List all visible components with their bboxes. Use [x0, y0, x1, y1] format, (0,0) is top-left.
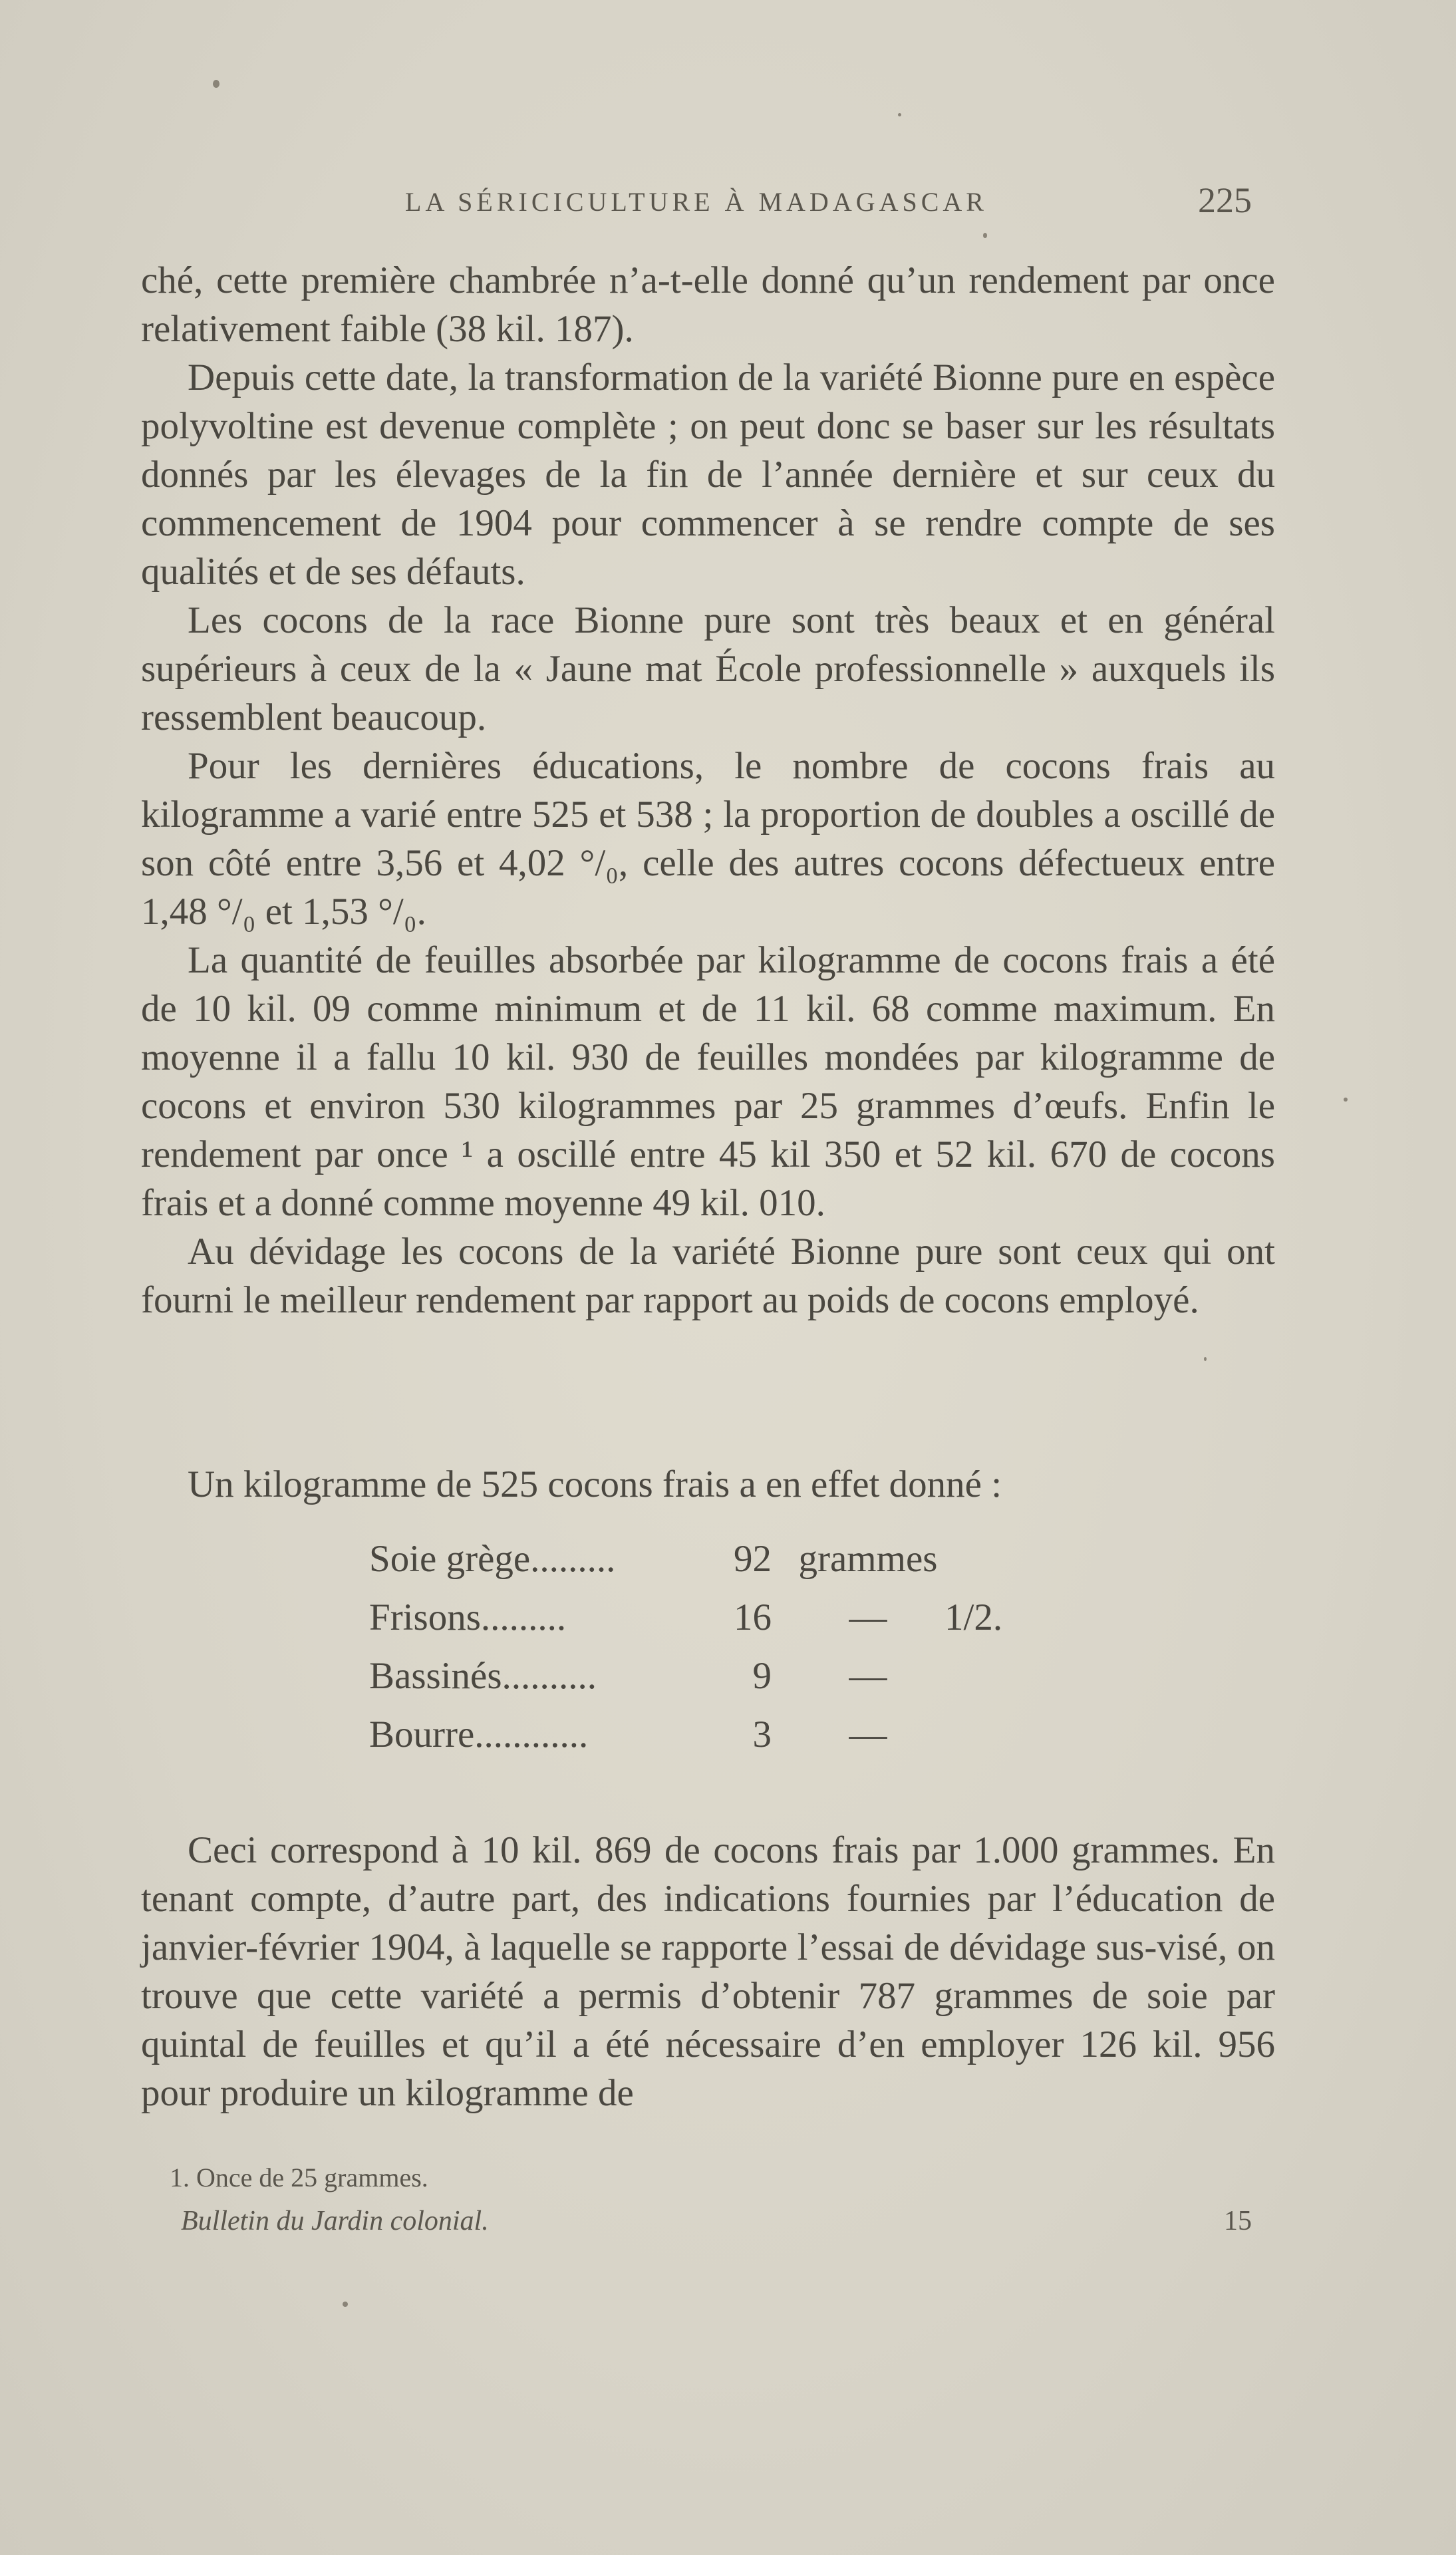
- page-number: 225: [1198, 180, 1252, 220]
- paragraph: Ceci correspond à 10 kil. 869 de cocons frais par 1.000 grammes. En tenant compte, d’autre part, des indications fournies par l’éducation de janvier-février 1904, à laquelle se rapporte l’essai de dévidage sus-visé, on trouve que cette variété a permis d’obtenir 787 grammes de soie par quintal de feuilles et qu’il a été nécessaire d’en employer 126 kil. 956 pour produire un kilogramme de: [141, 1829, 1275, 2114]
- page-header: [141, 180, 1252, 220]
- row-unit: —: [849, 1655, 887, 1697]
- row-label: Frisons.........: [369, 1596, 567, 1638]
- row-label: Soie grège.........: [369, 1538, 616, 1580]
- paragraph: Les cocons de la race Bionne pure sont très beaux et en général supérieurs à ceux de la « Jaune mat École professionnelle » auxquels ils ressemblent beaucoup.: [141, 599, 1275, 738]
- table-row: [369, 1706, 1024, 1764]
- row-extra: [945, 1706, 1024, 1764]
- footnote: 1. Once de 25 grammes.: [170, 2163, 428, 2192]
- table-lead-in: Un kilogramme de 525 cocons frais a en effet donné :: [188, 1463, 1002, 1505]
- running-title: LA SÉRICICULTURE À MADAGASCAR: [405, 187, 988, 217]
- signature-mark: 15: [1224, 2206, 1252, 2236]
- row-amount: 3: [752, 1714, 772, 1755]
- table-row: [369, 1530, 1024, 1588]
- row-extra: 1/2.: [945, 1596, 1003, 1638]
- journal-title: Bulletin du Jardin colonial.: [181, 2206, 489, 2236]
- row-extra: [945, 1530, 1024, 1588]
- ink-speck: [983, 233, 987, 238]
- ink-speck: [343, 2302, 348, 2307]
- yield-table: [369, 1530, 1024, 1764]
- row-amount: 9: [752, 1655, 772, 1697]
- ink-speck: [213, 80, 219, 88]
- ink-speck: [898, 113, 901, 116]
- paragraph: La quantité de feuilles absorbée par kilogramme de cocons frais a été de 10 kil. 09 comme minimum et de 11 kil. 68 comme maximum. En moyenne il a fallu 10 kil. 930 de feuilles mondées par kilogramme de cocons et environ 530 kilogrammes par 25 grammes d’œufs. Enfin le rendement par once ¹ a oscillé entre 45 kil 350 et 52 kil. 670 de cocons frais et a donné comme moyenne 49 kil. 010.: [141, 939, 1275, 1224]
- body-text: [141, 256, 1275, 1324]
- row-unit: —: [849, 1714, 887, 1755]
- row-unit: —: [849, 1596, 887, 1638]
- row-extra: [945, 1647, 1024, 1706]
- table-row: [369, 1647, 1024, 1706]
- table-row: [369, 1588, 1024, 1647]
- ink-speck: [1204, 1357, 1207, 1361]
- paragraph: Depuis cette date, la transformation de la variété Bionne pure en espèce polyvoltine est devenue complète ; on peut donc se baser sur les résultats donnés par les élevages de la fin de l’année dernière et sur ceux du commencement de 1904 pour commencer à se rendre compte de ses qualités et de ses défauts.: [141, 357, 1275, 593]
- page-footer: [141, 2205, 1252, 2242]
- paragraph: Au dévidage les cocons de la variété Bionne pure sont ceux qui ont fourni le meilleur rendement par rapport au poids de cocons employé.: [141, 1231, 1275, 1321]
- body-text-continued: [141, 1826, 1275, 2117]
- row-amount: 16: [734, 1596, 772, 1638]
- ink-speck: [1344, 1098, 1348, 1102]
- row-unit: grammes: [798, 1538, 938, 1580]
- row-label: Bassinés..........: [369, 1655, 597, 1697]
- row-amount: 92: [734, 1538, 772, 1580]
- row-label: Bourre............: [369, 1714, 589, 1755]
- paragraph: Pour les dernières éducations, le nombre de cocons frais au kilogramme a varié entre 525 et 538 ; la proportion de doubles a oscillé de son côté entre 3,56 et 4,02 °/₀, celle des autres cocons défectueux entre 1,48 °/₀ et 1,53 °/₀.: [141, 745, 1275, 933]
- paragraph: ché, cette première chambrée n’a-t-elle donné qu’un rendement par once relativement faible (38 kil. 187).: [141, 259, 1275, 350]
